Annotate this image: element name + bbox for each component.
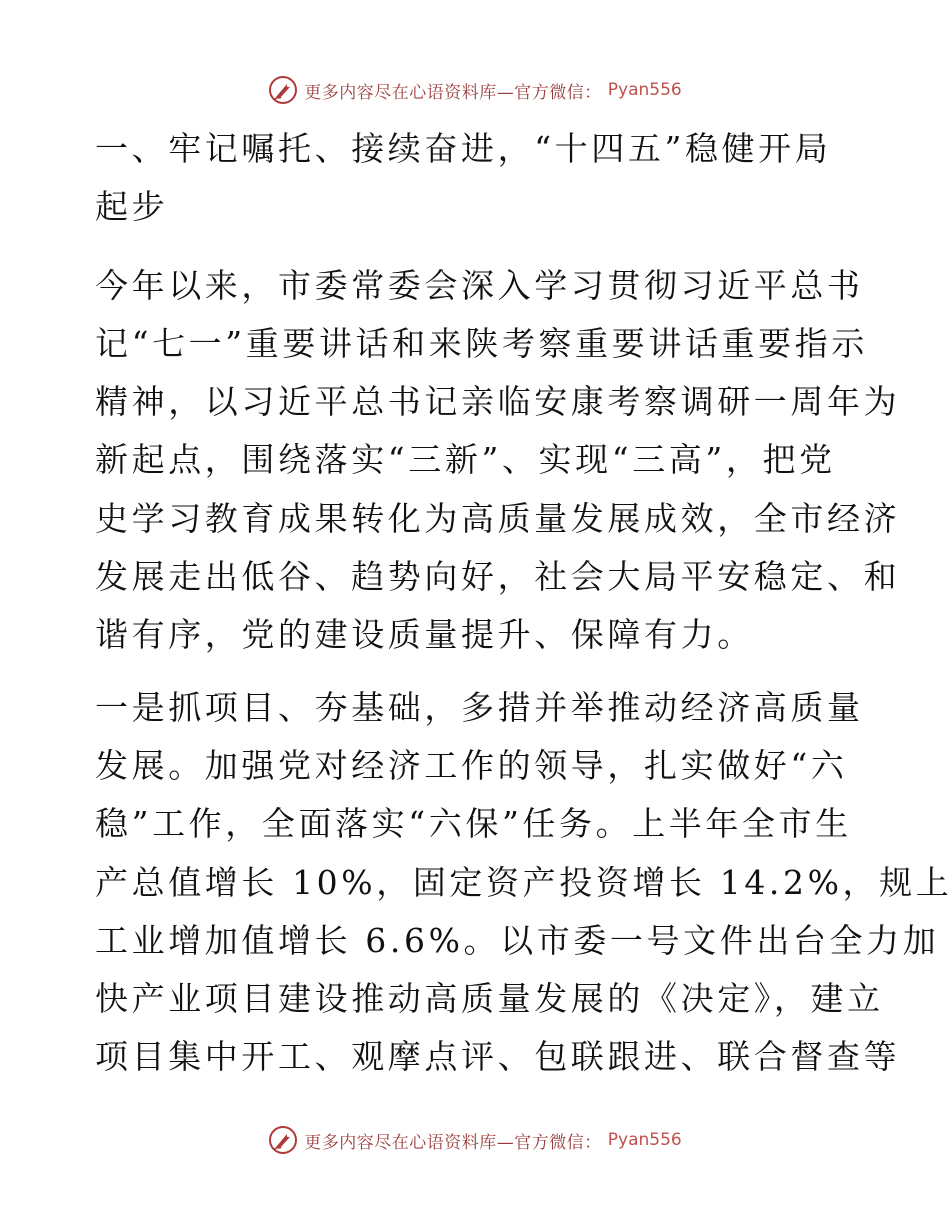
paragraph-line: 项目集中开工、观摩点评、包联跟进、联合督查等: [95, 1037, 901, 1077]
paragraph-line: 谐有序，党的建设质量提升、保障有力。: [95, 615, 754, 655]
paragraph-line: 发展走出低谷、趋势向好，社会大局平安稳定、和: [95, 557, 901, 597]
pen-nib-circle-icon: [268, 1125, 298, 1155]
paragraph-line: 一是抓项目、夯基础，多措并举推动经济高质量: [95, 687, 864, 727]
paragraph-line: 精神，以习近平总书记亲临安康考察调研一周年为: [95, 382, 901, 422]
watermark-account: Pyan556: [607, 80, 682, 100]
section-heading: [95, 120, 860, 237]
heading-line: 起步: [95, 187, 169, 227]
paragraph-line: 稳”工作，全面落实“六保”任务。上半年全市生: [95, 804, 852, 844]
header-watermark: [0, 74, 950, 106]
heading-line: 一、牢记嘱托、接续奋进，“十四五”稳健开局: [95, 129, 832, 168]
paragraph-line: 史学习教育成果转化为高质量发展成效，全市经济: [95, 498, 901, 538]
document-body: [95, 120, 952, 1087]
paragraph-line: 发展。加强党对经济工作的领导，扎实做好“六: [95, 745, 848, 785]
footer-watermark: [0, 1124, 950, 1156]
paragraph-line: 记“七一”重要讲话和来陕考察重要讲话重要指示: [95, 323, 868, 363]
watermark-account: Pyan556: [607, 1130, 682, 1150]
paragraph-line: 快产业项目建设推动高质量发展的《决定》，建立: [95, 979, 884, 1019]
watermark-text: 更多内容尽在心语资料库—官方微信：: [304, 82, 602, 103]
paragraph-line: 工业增加值增长 6.6%。以市委一号文件出台全力加: [95, 920, 940, 960]
paragraph-line: 新起点，围绕落实“三新”、实现“三高”，把党: [95, 440, 836, 480]
paragraph: [95, 257, 901, 665]
paragraph-line: 今年以来，市委常委会深入学习贯彻习近平总书: [95, 265, 864, 305]
pen-nib-circle-icon: [268, 75, 298, 105]
paragraph: [95, 679, 952, 1087]
paragraph-line: 产总值增长 10%，固定资产投资增长 14.2%，规上: [95, 862, 952, 902]
watermark-text: 更多内容尽在心语资料库—官方微信：: [304, 1132, 602, 1153]
